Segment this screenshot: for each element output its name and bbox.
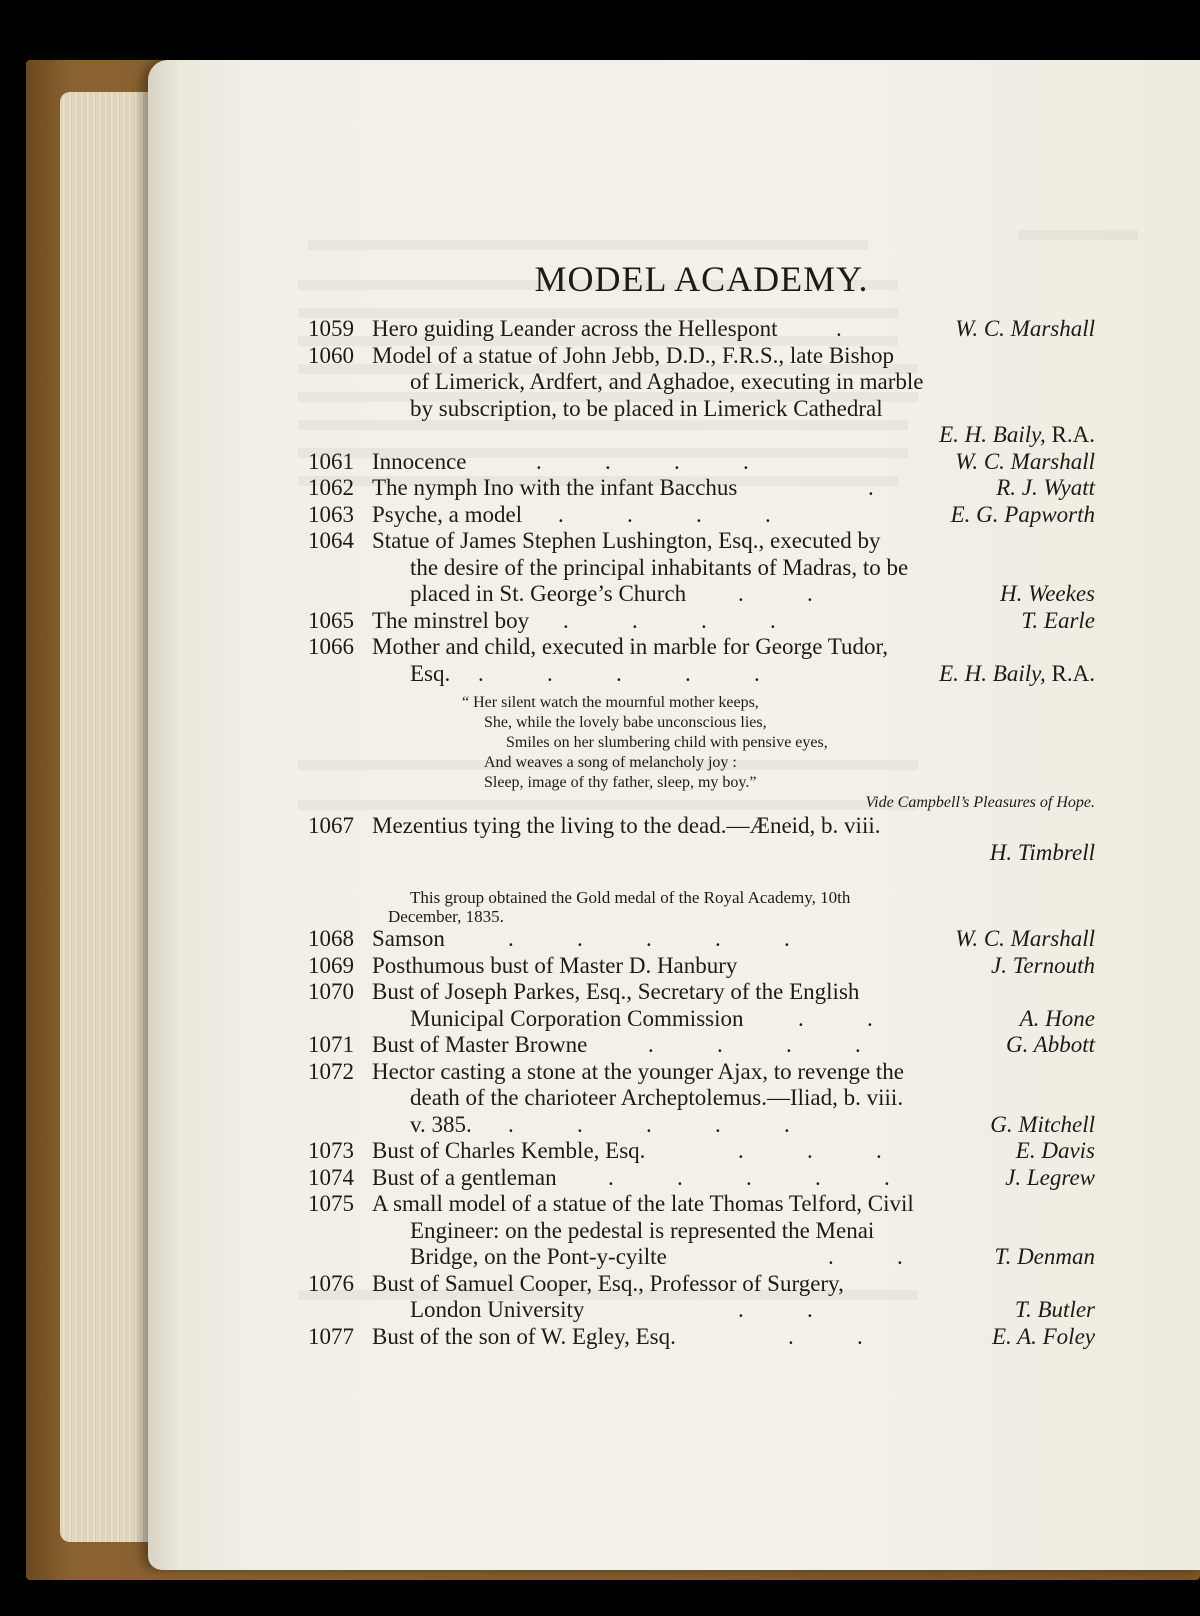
entry-1075 xyxy=(308,1191,1095,1218)
quote-source: Vide Campbell’s Pleasures of Hope. xyxy=(865,794,1095,811)
entry-1059: 1059 Hero guiding Leander across the Hellespont . W. C. Marshall xyxy=(308,316,1095,341)
entry-1064 xyxy=(308,528,1095,555)
quote-line: “ Her silent watch the mournful mother keeps, xyxy=(462,694,759,711)
entry-author: A. Hone xyxy=(1019,1005,1095,1031)
entry-title-continued: Municipal Corporation Commission xyxy=(410,1005,744,1031)
entry-1077: 1077 Bust of the son of W. Egley, Esq. . . E. A. Foley xyxy=(308,1323,1095,1349)
entry-title-continued: Esq. xyxy=(410,660,451,686)
page-content xyxy=(308,0,1095,1616)
entry-author: E. H. Baily, R.A. xyxy=(939,422,1095,447)
entry-author: W. C. Marshall xyxy=(955,926,1095,951)
entry-number: 1076 xyxy=(308,1270,354,1296)
entry-1071: 1071 Bust of Master Browne . . . . G. Abbott xyxy=(308,1032,1095,1057)
entry-1074: 1074 Bust of a gentleman . . . . . J. Legrew xyxy=(308,1164,1095,1190)
entry-title: Statue of James Stephen Lushington, Esq., executed by xyxy=(372,528,881,553)
entry-1066 xyxy=(308,634,1095,661)
entry-1060 xyxy=(308,343,1095,370)
entry-title: The nymph Ino with the infant Bacchus xyxy=(372,475,738,500)
entry-1067 xyxy=(308,813,1095,840)
entry-note: December, 1835. xyxy=(388,907,504,926)
entry-number: 1071 xyxy=(308,1032,354,1057)
entry-note: This group obtained the Gold medal of the Royal Academy, 10th xyxy=(410,888,851,907)
entry-1069 xyxy=(308,953,1095,980)
entry-author: T. Butler xyxy=(1014,1297,1095,1322)
entry-title: Hector casting a stone at the younger Ajax, to revenge the xyxy=(372,1058,905,1084)
page-title: MODEL ACADEMY. xyxy=(534,259,869,299)
entry-title: Hero guiding Leander across the Hellespont xyxy=(372,316,778,341)
entry-1062: 1062 The nymph Ino with the infant Bacchus . R. J. Wyatt xyxy=(308,475,1095,500)
entry-number: 1061 xyxy=(308,448,354,474)
entry-1073: 1073 Bust of Charles Kemble, Esq. . . . E. Davis xyxy=(308,1138,1095,1163)
entry-title: Samson xyxy=(372,926,445,951)
entry-author: G. Mitchell xyxy=(990,1111,1095,1137)
entry-number: 1060 xyxy=(308,342,354,368)
quote-line: Smiles on her slumbering child with pensive eyes, xyxy=(506,734,828,751)
entry-author: J. Ternouth xyxy=(991,952,1095,978)
entry-1068: 1068 Samson . . . . . W. C. Marshall xyxy=(308,926,1095,951)
entry-number: 1063 xyxy=(308,501,354,527)
entry-1063: 1063 Psyche, a model . . . . E. G. Papworth xyxy=(308,501,1095,527)
entry-author: H. Timbrell xyxy=(989,839,1095,865)
entry-author: T. Earle xyxy=(1021,607,1095,633)
entry-title-continued: of Limerick, Ardfert, and Aghadoe, executing in marble xyxy=(410,369,924,394)
entry-number: 1074 xyxy=(308,1164,354,1190)
entry-title-continued: v. 385. xyxy=(410,1111,472,1137)
entry-number: 1059 xyxy=(308,316,354,341)
entry-title: Model of a statue of John Jebb, D.D., F.R.S., late Bishop xyxy=(372,342,895,368)
entry-number: 1072 xyxy=(308,1058,354,1084)
entry-number: 1062 xyxy=(308,475,354,500)
entry-author: E. H. Baily, R.A. xyxy=(939,660,1095,686)
entry-number: 1070 xyxy=(308,979,354,1004)
entry-title: Bust of Master Browne xyxy=(372,1032,588,1057)
catalogue-list: 1059 Hero guiding Leander across the Hellespont . W. C. Marshall 1060 Model of a statue of John Jebb, D.D., F.R.S., late Bishop of Limerick, Ardfert, and Aghadoe, executing in marble by subscription, to be placed in Limerick Cathedral E. H. Baily, R.A. 1061 Innocence . . . . W. C. Marshall 1062 The nymph Ino with the infant Bacchus . R. J. Wyatt 1063 Psyche, a model . . . . E. G. Papworth 1064 Statue of James Stephen Lushington, Esq., executed by the desire of the principal inhabitants of Madras, to be placed in St. George’s Church . . H. Weekes 1065 The minstrel boy . . . . T. Earle 1066 Mother and child, executed in marble for George Tudor, Esq. . . . . . E. H. Baily, R.A. “ Her silent watch the mournful mother keeps, She, while the lovely babe unconscious lies, Smiles on her slumbering child with pensive eyes, And weaves a song of melancholy joy : Sleep, image of thy father, sleep, my boy.” Vide Campbell’s Pleasures of Hope. 1067 Mezentius tying the living to the dead.—Æneid, b. viii. H. Timbrell This group obtained the Gold medal of the Royal Academy, 10th December, 1835. 1068 Samson . . . . . W. C. Marshall 1069 Posthumous bust of Master D. Hanbury J. Ternouth 1070 Bust of Joseph Parkes, Esq., Secretary of the English Municipal Corporation Commission . . A. Hone 1071 Bust of Master Browne . . . . G. Abbott 1072 Hector casting a stone at the younger Ajax, to revenge the death of the charioteer Archeptolemus.—Iliad, b. viii. v. 385. . . . . . G. Mitchell 1073 Bust of Charles Kemble, Esq. . . . E. Davis 1074 Bust of a gentleman . . . . . J. Legrew 1075 A small model of a statue of the late Thomas Telford, Civil Engineer: on the pedestal is represented the Menai Bridge, on the Pont-y-cyilte . . T. Denman 1076 Bust of Samuel Cooper, Esq., Professor of Surgery, London University . . T. Butler 1077 Bust of the son of W. Egley, Esq. . . E. A. Foley xyxy=(308,316,1095,1349)
entry-number: 1069 xyxy=(308,952,354,978)
entry-title-continued: Engineer: on the pedestal is represented the Menai xyxy=(410,1217,875,1243)
entry-author: E. Davis xyxy=(1015,1138,1095,1163)
quote-line: She, while the lovely babe unconscious lies, xyxy=(484,714,767,731)
entry-author: G. Abbott xyxy=(1005,1032,1095,1057)
entry-title: The minstrel boy xyxy=(372,607,530,633)
entry-number: 1067 xyxy=(308,813,354,838)
entry-title: Mother and child, executed in marble for George Tudor, xyxy=(372,634,889,659)
entry-number: 1068 xyxy=(308,926,354,951)
entry-author: E. A. Foley xyxy=(991,1323,1095,1349)
quote-line: And weaves a song of melancholy joy : xyxy=(484,754,737,771)
entry-title-continued: placed in St. George’s Church xyxy=(410,581,687,606)
entry-author: E. G. Papworth xyxy=(950,501,1095,527)
entry-title: Mezentius tying the living to the dead.—Æneid, b. viii. xyxy=(372,813,881,838)
entry-author: R. J. Wyatt xyxy=(996,475,1095,500)
entry-title: Posthumous bust of Master D. Hanbury xyxy=(372,952,738,978)
entry-1065: 1065 The minstrel boy . . . . T. Earle xyxy=(308,607,1095,633)
entry-number: 1077 xyxy=(308,1323,354,1349)
entry-title-continued: Bridge, on the Pont-y-cyilte xyxy=(410,1244,667,1269)
entry-number: 1066 xyxy=(308,634,354,659)
entry-author: T. Denman xyxy=(994,1244,1095,1269)
entry-title-continued: London University xyxy=(410,1297,585,1322)
entry-title-continued: death of the charioteer Archeptolemus.—Iliad, b. viii. xyxy=(410,1085,904,1110)
entry-1072 xyxy=(308,1059,1095,1086)
entry-title: Bust of Joseph Parkes, Esq., Secretary of the English xyxy=(372,979,860,1004)
entry-number: 1073 xyxy=(308,1138,354,1163)
entry-title: Bust of Charles Kemble, Esq. xyxy=(372,1138,646,1163)
entry-author: W. C. Marshall xyxy=(955,316,1095,341)
entry-author: J. Legrew xyxy=(1005,1164,1095,1190)
entry-author: W. C. Marshall xyxy=(955,448,1095,474)
entry-number: 1075 xyxy=(308,1191,354,1216)
entry-1061: 1061 Innocence . . . . W. C. Marshall xyxy=(308,448,1095,474)
entry-number: 1065 xyxy=(308,607,354,633)
entry-1070 xyxy=(308,979,1095,1006)
entry-title: A small model of a statue of the late Thomas Telford, Civil xyxy=(372,1191,914,1216)
entry-title: Innocence xyxy=(372,448,467,474)
entry-1076 xyxy=(308,1271,1095,1298)
entry-title-continued: by subscription, to be placed in Limerick Cathedral xyxy=(410,395,883,421)
entry-author: H. Weekes xyxy=(1000,581,1095,606)
entry-title-continued: the desire of the principal inhabitants of Madras, to be xyxy=(410,554,909,580)
quote-line: Sleep, image of thy father, sleep, my boy.” xyxy=(484,774,757,791)
entry-title: Bust of a gentleman xyxy=(372,1164,557,1190)
entry-title: Bust of the son of W. Egley, Esq. xyxy=(372,1323,676,1349)
entry-number: 1064 xyxy=(308,528,354,553)
entry-title: Psyche, a model xyxy=(372,501,523,527)
entry-title: Bust of Samuel Cooper, Esq., Professor of Surgery, xyxy=(372,1270,844,1296)
